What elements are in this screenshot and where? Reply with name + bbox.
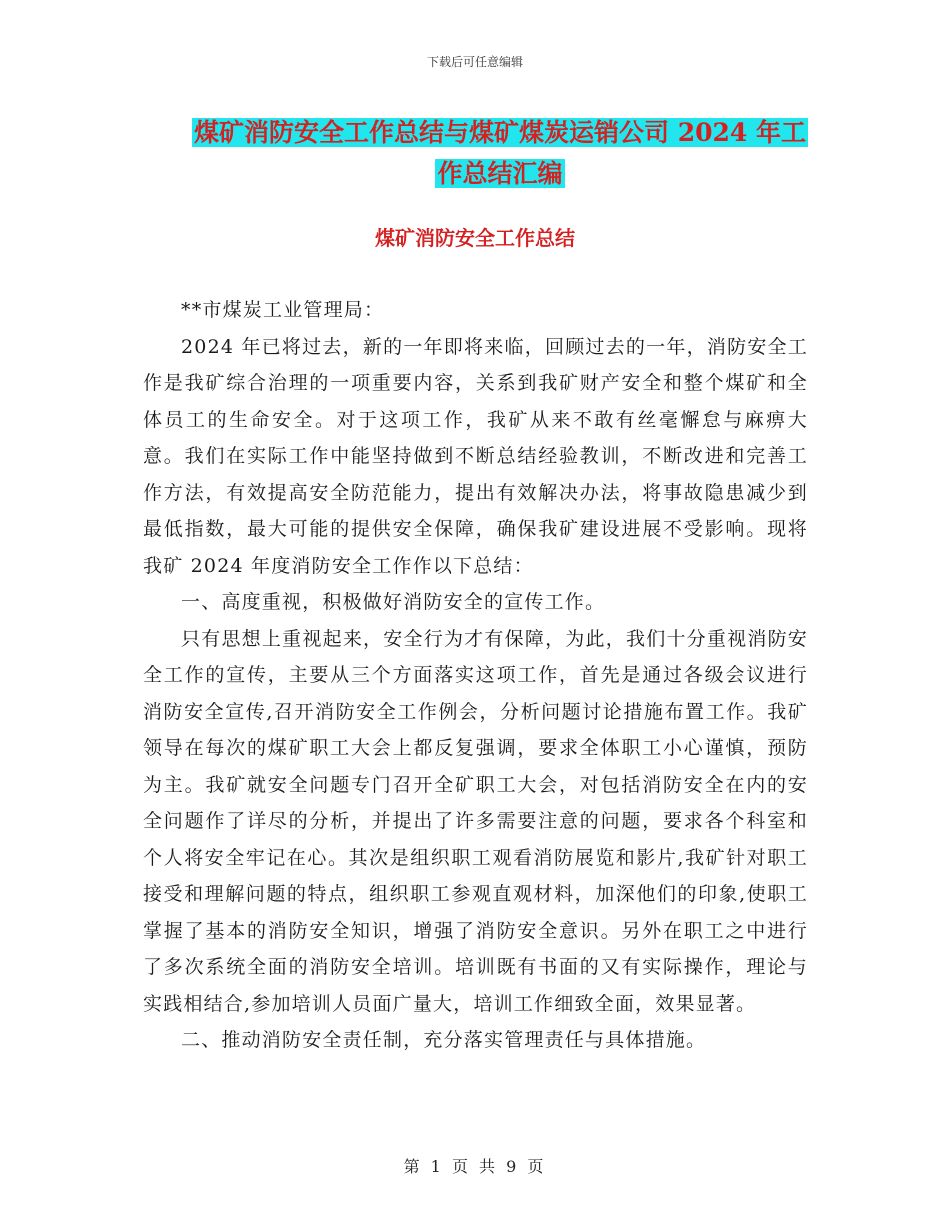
document-title: [140, 112, 860, 194]
page-number-footer: 第 1 页 共 9 页: [403, 1157, 547, 1176]
salutation: **市煤炭工业管理局：: [181, 299, 385, 321]
document-body: [143, 292, 808, 1059]
section-title: 煤矿消防安全工作总结: [375, 226, 575, 250]
section-heading: 一、高度重视，积极做好消防安全的宣传工作。: [181, 591, 606, 613]
document-title-line-1: 煤矿消防安全工作总结与煤矿煤炭运销公司 2024 年工: [194, 118, 806, 147]
header-note: 下载后可任意编辑: [426, 55, 523, 69]
document-title-line-2: 作总结汇编: [437, 159, 563, 188]
body-paragraph: 只有思想上重视起来，安全行为才有保障，为此，我们十分重视消防安全工作的宣传，主要从三个方面落实这项工作，首先是通过各级会议进行消防安全宣传,召开消防安全工作例会，分析问题讨论措施布置工作。我矿领导在每次的煤矿职工大会上都反复强调，要求全体职工小心谨慎，预防为主。我矿就安全问题专门召开全矿职工大会，对包括消防安全在内的安全问题作了详尽的分析，并提出了许多需要注意的问题，要求各个科室和个人将安全牢记在心。其次是组织职工观看消防展览和影片,我矿针对职工接受和理解问题的特点，组织职工参观直观材料，加深他们的印象,使职工掌握了基本的消防安全知识，增强了消防安全意识。另外在职工之中进行了多次系统全面的消防安全培训。培训既有书面的又有实际操作，理论与实践相结合,参加培训人员面广量大，培训工作细致全面，效果显著。: [143, 627, 808, 1015]
body-paragraph: 2024 年已将过去，新的一年即将来临，回顾过去的一年，消防安全工作是我矿综合治理的一项重要内容，关系到我矿财产安全和整个煤矿和全体员工的生命安全。对于这项工作，我矿从来不敢有丝毫懈怠与麻痹大意。我们在实际工作中能坚持做到不断总结经验教训，不断改进和完善工作方法，有效提高安全防范能力，提出有效解决办法，将事故隐患减少到最低指数，最大可能的提供安全保障，确保我矿建设进展不受影响。现将我矿 2024 年度消防安全工作作以下总结：: [143, 335, 808, 577]
section-heading: 二、推动消防安全责任制，充分落实管理责任与具体措施。: [181, 1029, 707, 1051]
